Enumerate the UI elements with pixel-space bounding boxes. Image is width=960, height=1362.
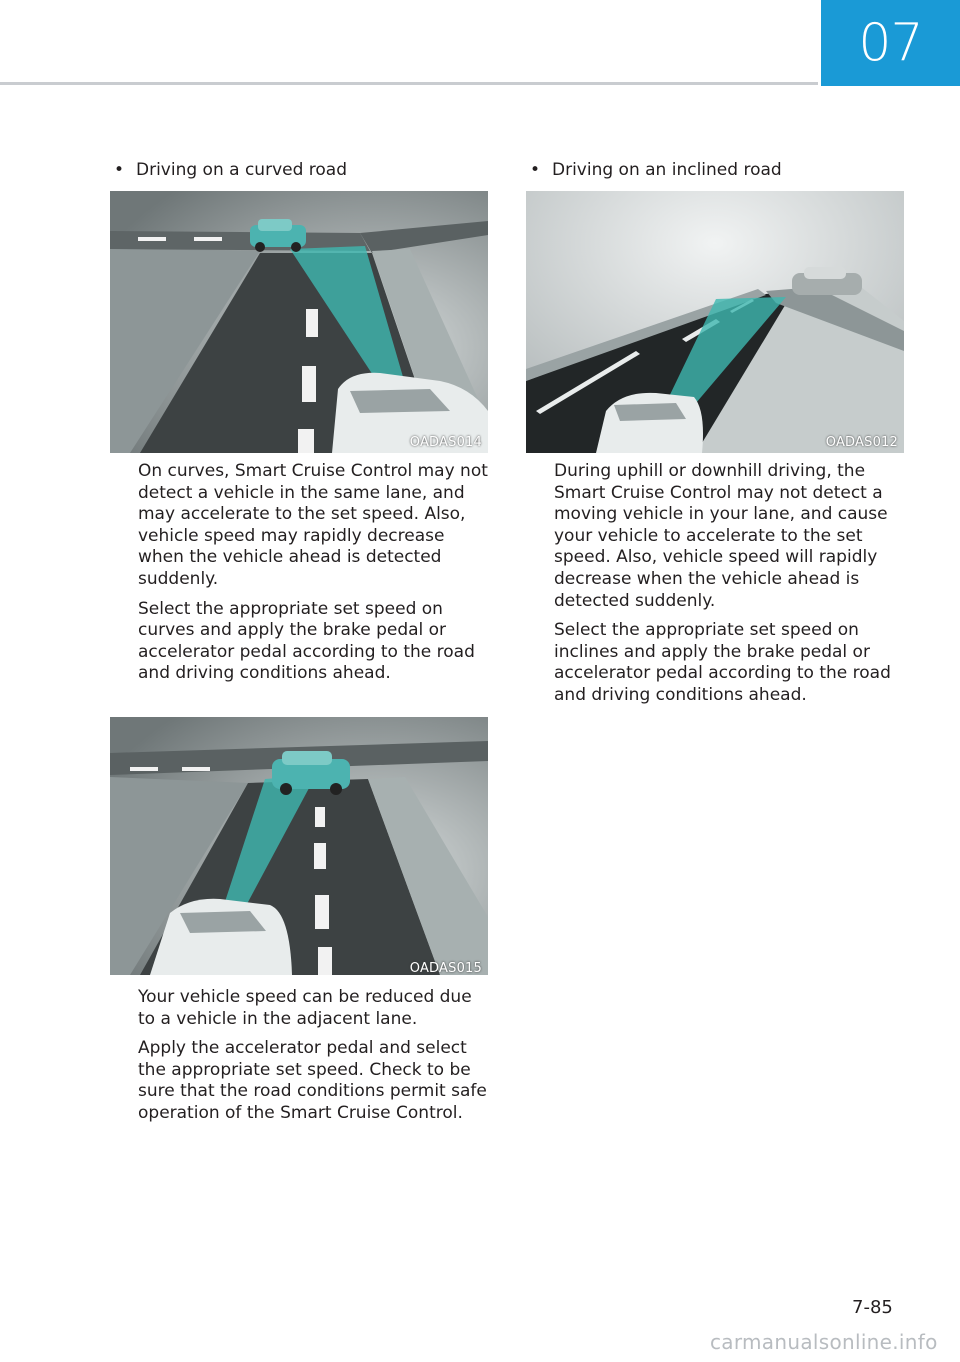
- paragraph: Select the appropriate set speed on inclines and apply the brake pedal or accelerator pedal according to the road and driving conditions ahead.: [554, 620, 891, 705]
- paragraph: Your vehicle speed can be reduced due to a vehicle in the adjacent lane.: [138, 986, 472, 1029]
- bullet-inclined-road: [524, 158, 904, 182]
- bullet-text: Driving on an inclined road: [552, 160, 782, 180]
- figure-inclined-road: [526, 191, 904, 453]
- left-column: [108, 158, 488, 1125]
- bullet-dot-icon: •: [114, 160, 125, 180]
- curved-road-illustration: [110, 191, 488, 453]
- inclined-road-illustration: [526, 191, 904, 453]
- adjacent-lane-illustration: [110, 717, 488, 975]
- bullet-curved-road: [108, 158, 488, 182]
- chapter-tab: 07: [821, 0, 960, 86]
- figure-code: OADAS012: [825, 435, 898, 450]
- watermark: carmanualsonline.info: [710, 1330, 938, 1354]
- figure-code: OADAS015: [409, 960, 482, 976]
- paragraph: On curves, Smart Cruise Control may not detect a vehicle in the same lane, and may accelerate to the set speed. Also, vehicle speed may rapidly decrease when the vehicle ahead is detected suddenly.: [138, 461, 488, 589]
- page-number: 7-85: [852, 1297, 893, 1318]
- paragraph: During uphill or downhill driving, the Smart Cruise Control may not detect a moving vehicle in your lane, and cause your vehicle to accelerate to the set speed. Also, vehicle speed will rapidly decrease when the vehicle ahead is detected suddenly.: [554, 461, 888, 611]
- right-column: [524, 158, 904, 707]
- header-rule: [0, 82, 818, 85]
- paragraph: Select the appropriate set speed on curves and apply the brake pedal or accelerator pedal according to the road and driving conditions ahead.: [138, 598, 475, 684]
- figure-adjacent-lane: [110, 717, 488, 979]
- bullet-dot-icon: •: [530, 160, 541, 180]
- figure-curved-road: [110, 191, 488, 453]
- bullet-text: Driving on a curved road: [136, 160, 348, 180]
- figure-code: OADAS014: [409, 435, 482, 450]
- paragraph: Apply the accelerator pedal and select the appropriate set speed. Check to be sure that the road conditions permit safe operation of the Smart Cruise Control.: [138, 1038, 487, 1123]
